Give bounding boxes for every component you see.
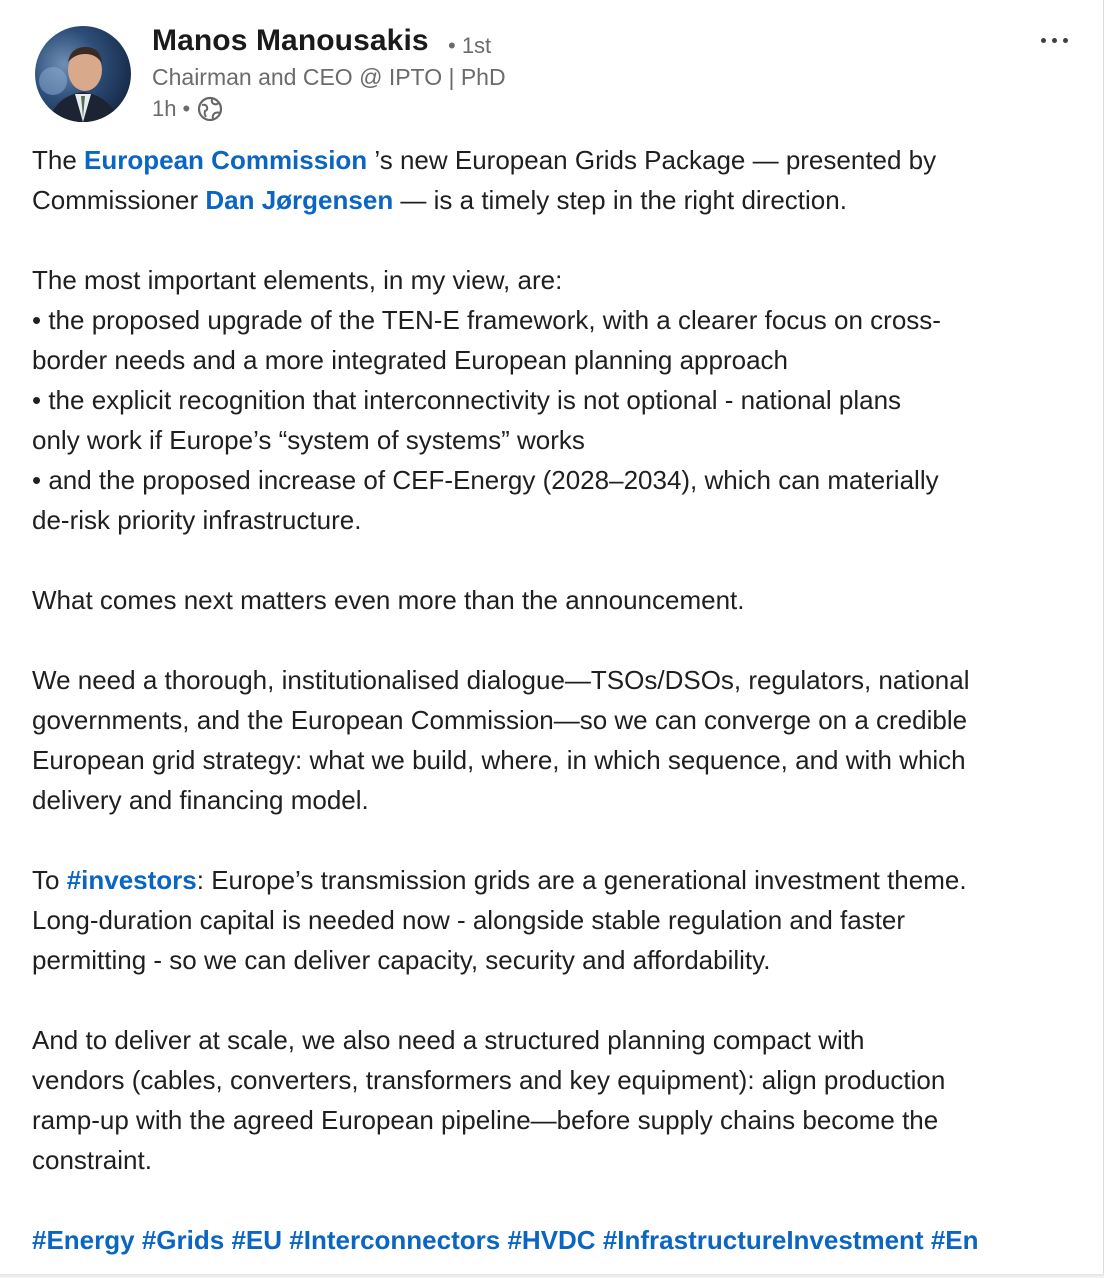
avatar[interactable] — [35, 26, 131, 122]
post-line: To #investors: Europe’s transmission grids are a generational investment theme. — [32, 865, 967, 895]
post-line: What comes next matters even more than the announcement. — [32, 585, 745, 615]
post-line: European grid strategy: what we build, where, in which sequence, and with which — [32, 745, 966, 775]
hashtag[interactable]: #HVDC — [507, 1225, 596, 1255]
post-line: vendors (cables, converters, transformers and key equipment): align production — [32, 1065, 946, 1095]
post-line: • and the proposed increase of CEF-Energy (2028–2034), which can materially — [32, 465, 939, 495]
avatar-photo — [35, 26, 131, 122]
more-options-button[interactable] — [1030, 22, 1078, 58]
post-line: Long-duration capital is needed now - alongside stable regulation and faster — [32, 905, 906, 935]
post-line: constraint. — [32, 1145, 152, 1175]
post-body — [32, 140, 1092, 1180]
post-line: The most important elements, in my view, are: — [32, 265, 563, 295]
hashtag[interactable]: #En — [930, 1225, 979, 1255]
author-name[interactable]: Manos Manousakis — [152, 24, 429, 57]
post-line: We need a thorough, institutionalised dialogue—TSOs/DSOs, regulators, national — [32, 665, 970, 695]
post-line: ramp-up with the agreed European pipeline—before supply chains become the — [32, 1105, 939, 1135]
hashtag[interactable]: #InfrastructureInvestment — [602, 1225, 924, 1255]
post-line: • the proposed upgrade of the TEN-E framework, with a clearer focus on cross- — [32, 305, 941, 335]
post-line: • the explicit recognition that interconnectivity is not optional - national plans — [32, 385, 902, 415]
hashtags-row — [32, 1220, 1080, 1260]
mention-european-commission[interactable]: European Commission — [84, 145, 368, 175]
author-headline: Chairman and CEO @ IPTO | PhD — [152, 64, 506, 90]
post-meta — [152, 94, 224, 124]
hashtag[interactable]: #EU — [231, 1225, 283, 1255]
mention-dan-jorgensen[interactable]: Dan Jørgensen — [205, 185, 394, 215]
card-bottom-edge — [0, 1274, 1104, 1278]
post-line: permitting - so we can deliver capacity, security and affordability. — [32, 945, 771, 975]
post-line: delivery and financing model. — [32, 785, 369, 815]
more-horizontal-icon — [1041, 38, 1068, 43]
connection-degree: • 1st — [448, 33, 492, 58]
post-line: only work if Europe’s “system of systems” works — [32, 425, 585, 455]
post-time[interactable]: 1h — [152, 96, 177, 121]
meta-separator: • — [182, 96, 191, 121]
hashtag[interactable]: #Grids — [141, 1225, 225, 1255]
post-line: border needs and a more integrated European planning approach — [32, 345, 788, 375]
post-line: Commissioner Dan Jørgensen — is a timely step in the right direction. — [32, 185, 847, 215]
post-line: The European Commission ’s new European Grids Package — presented by — [32, 145, 937, 175]
globe-icon — [196, 95, 224, 123]
post-line: governments, and the European Commission—so we can converge on a credible — [32, 705, 968, 735]
post-line: And to deliver at scale, we also need a structured planning compact with — [32, 1025, 865, 1055]
hashtag[interactable]: #Interconnectors — [289, 1225, 501, 1255]
post-line: de-risk priority infrastructure. — [32, 505, 362, 535]
hashtag[interactable]: #Energy — [32, 1225, 135, 1255]
hashtag-investors[interactable]: #investors — [66, 865, 197, 895]
